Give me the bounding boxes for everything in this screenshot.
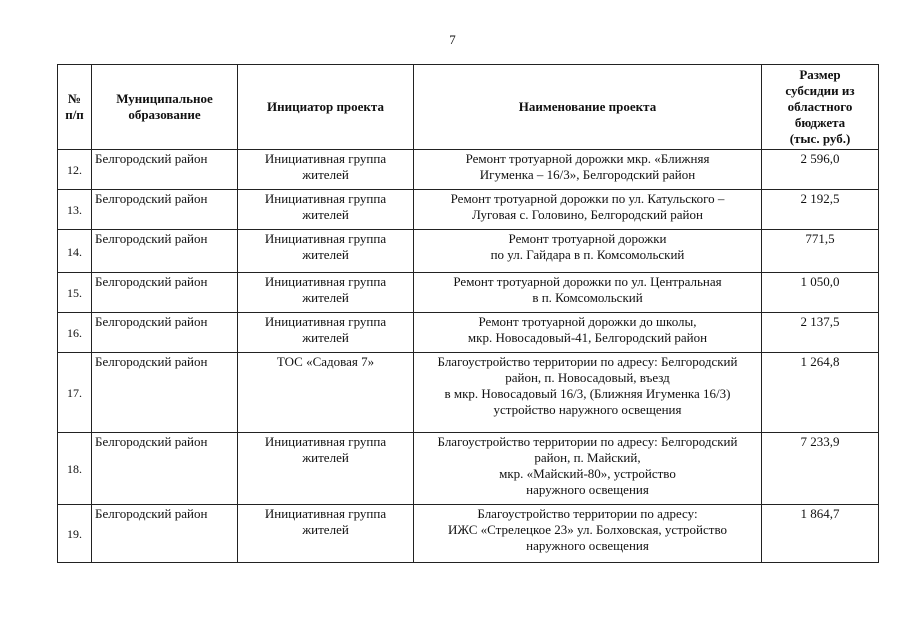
header-subsidy: Размер субсидии из областного бюджета (тыс. руб.)	[762, 65, 879, 150]
table-body	[58, 150, 879, 563]
initiator-line: жителей	[302, 330, 349, 345]
project-name-cell	[414, 190, 762, 230]
table-row	[58, 433, 879, 505]
table-row	[58, 190, 879, 230]
row-number: 14.	[58, 230, 92, 273]
initiator-line: Инициативная группа	[264, 191, 387, 206]
project-name-line: наружного освещения	[526, 538, 649, 553]
initiator-cell	[238, 505, 414, 563]
municipality-cell: Белгородский район	[92, 353, 238, 433]
header-municipality: Муниципальное образование	[92, 65, 238, 150]
project-name-line: наружного освещения	[526, 482, 649, 497]
initiator-cell	[238, 273, 414, 313]
project-name-line: Ремонт тротуарной дорожки мкр. «Ближняя	[465, 151, 710, 166]
row-number: 13.	[58, 190, 92, 230]
project-name-line: Ремонт тротуарной дорожки	[508, 231, 667, 246]
project-name-line: устройство наружного освещения	[493, 402, 682, 417]
subsidy-amount: 2 137,5	[762, 313, 879, 353]
initiator-line: Инициативная группа	[264, 506, 387, 521]
row-number: 15.	[58, 273, 92, 313]
initiator-line: жителей	[302, 450, 349, 465]
initiator-line: Инициативная группа	[264, 314, 387, 329]
initiator-cell	[238, 433, 414, 505]
project-name-cell	[414, 150, 762, 190]
table-header-row	[58, 65, 879, 150]
subsidy-amount: 1 864,7	[762, 505, 879, 563]
subsidy-amount: 771,5	[762, 230, 879, 273]
project-name-line: ИЖС «Стрелецкое 23» ул. Болховская, устройство	[447, 522, 727, 537]
initiator-cell	[238, 313, 414, 353]
project-name-cell	[414, 313, 762, 353]
initiator-line: Инициативная группа	[264, 151, 387, 166]
subsidy-amount: 1 264,8	[762, 353, 879, 433]
row-number: 18.	[58, 433, 92, 505]
municipality-cell: Белгородский район	[92, 273, 238, 313]
row-number: 19.	[58, 505, 92, 563]
project-name-line: Луговая с. Головино, Белгородский район	[472, 207, 703, 222]
initiator-cell	[238, 190, 414, 230]
header-initiator: Инициатор проекта	[238, 65, 414, 150]
project-name-line: Благоустройство территории по адресу: Белгородский	[437, 354, 738, 369]
municipality-cell: Белгородский район	[92, 230, 238, 273]
header-num: № п/п	[58, 65, 92, 150]
subsidy-amount: 2 192,5	[762, 190, 879, 230]
municipality-cell: Белгородский район	[92, 150, 238, 190]
project-name-cell	[414, 353, 762, 433]
subsidy-amount: 2 596,0	[762, 150, 879, 190]
project-name-line: Благоустройство территории по адресу: Белгородский	[437, 434, 738, 449]
table-row	[58, 230, 879, 273]
initiator-line: ТОС «Садовая 7»	[276, 354, 375, 369]
initiator-line: Инициативная группа	[264, 434, 387, 449]
subsidy-amount: 1 050,0	[762, 273, 879, 313]
project-name-line: район, п. Новосадовый, въезд	[505, 370, 670, 385]
municipality-cell: Белгородский район	[92, 313, 238, 353]
initiator-line: жителей	[302, 247, 349, 262]
municipality-cell: Белгородский район	[92, 433, 238, 505]
table-row	[58, 505, 879, 563]
initiator-line: Инициативная группа	[264, 274, 387, 289]
initiator-cell	[238, 353, 414, 433]
table-row	[58, 150, 879, 190]
initiator-cell	[238, 230, 414, 273]
initiator-line: жителей	[302, 167, 349, 182]
project-name-line: Игуменка – 16/3», Белгородский район	[479, 167, 696, 182]
project-name-cell	[414, 230, 762, 273]
initiator-line: жителей	[302, 522, 349, 537]
project-name-line: в п. Комсомольский	[532, 290, 643, 305]
project-name-cell	[414, 433, 762, 505]
project-name-line: Ремонт тротуарной дорожки по ул. Катульского –	[450, 191, 725, 206]
initiator-line: жителей	[302, 207, 349, 222]
project-name-line: Ремонт тротуарной дорожки до школы,	[478, 314, 697, 329]
initiator-line: жителей	[302, 290, 349, 305]
subsidy-amount: 7 233,9	[762, 433, 879, 505]
row-number: 17.	[58, 353, 92, 433]
project-name-cell	[414, 273, 762, 313]
project-name-line: мкр. «Майский-80», устройство	[499, 466, 676, 481]
municipality-cell: Белгородский район	[92, 190, 238, 230]
project-name-line: в мкр. Новосадовый 16/3, (Ближняя Игуменка 16/3)	[444, 386, 731, 401]
initiator-cell	[238, 150, 414, 190]
project-name-line: Благоустройство территории по адресу:	[477, 506, 698, 521]
project-name-line: район, п. Майский,	[534, 450, 641, 465]
table-row	[58, 273, 879, 313]
page-number: 7	[449, 32, 456, 47]
project-name-line: Ремонт тротуарной дорожки по ул. Центральная	[453, 274, 722, 289]
header-project-name: Наименование проекта	[414, 65, 762, 150]
table-row	[58, 353, 879, 433]
row-number: 16.	[58, 313, 92, 353]
table-row	[58, 313, 879, 353]
initiator-line: Инициативная группа	[264, 231, 387, 246]
project-name-line: по ул. Гайдара в п. Комсомольский	[490, 247, 685, 262]
row-number: 12.	[58, 150, 92, 190]
subsidy-table	[57, 64, 879, 563]
project-name-cell	[414, 505, 762, 563]
municipality-cell: Белгородский район	[92, 505, 238, 563]
project-name-line: мкр. Новосадовый-41, Белгородский район	[467, 330, 708, 345]
